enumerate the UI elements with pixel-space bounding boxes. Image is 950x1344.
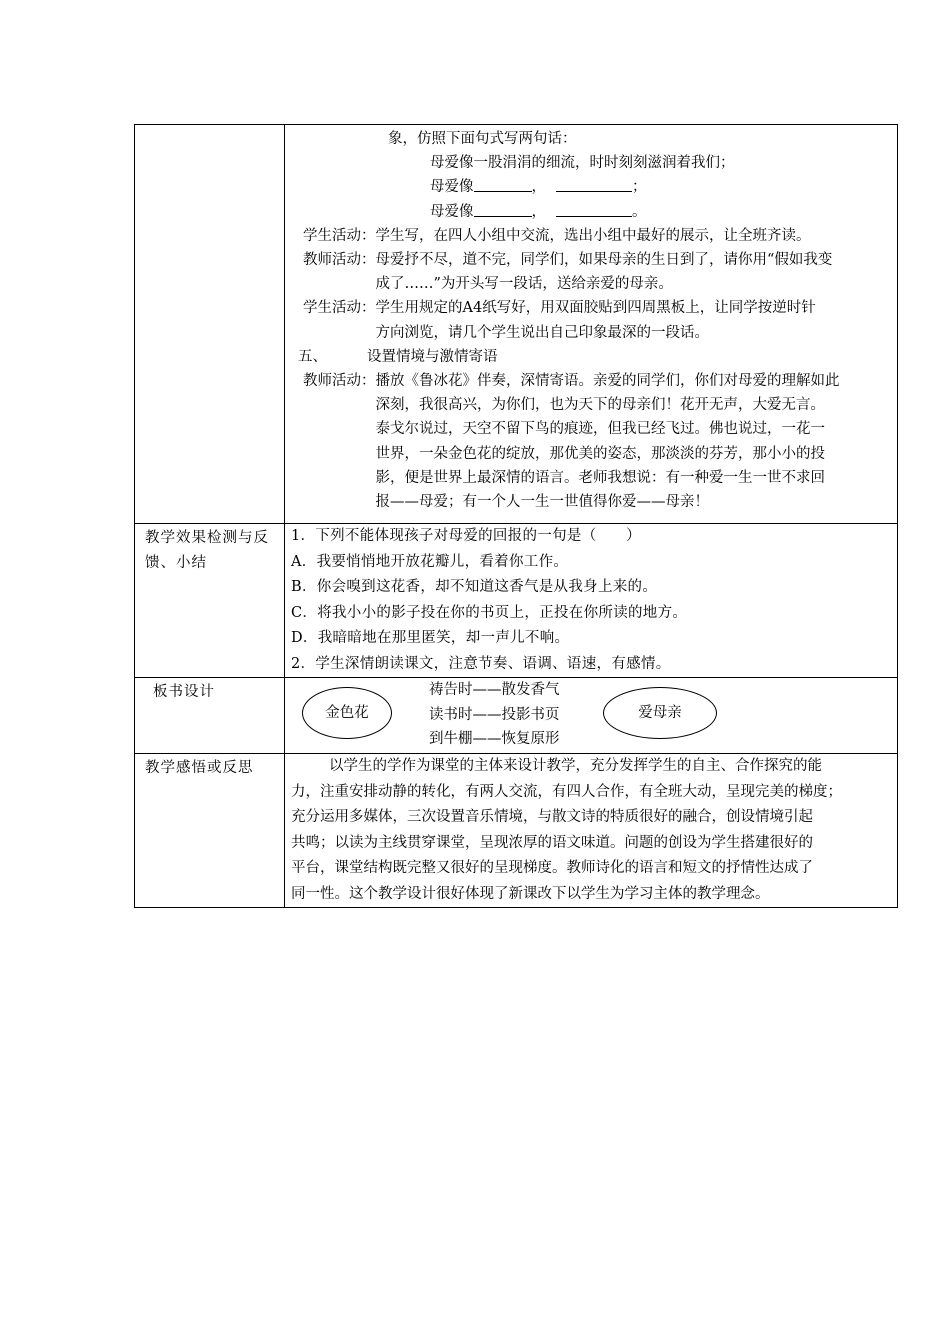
board-line: 读书时——投影书页 [429,706,560,723]
fill-blank-line: 母爱像 ， ； [285,175,897,199]
oval-golden-flower: 金色花 [302,687,392,739]
board-line: 到牛棚——恢复原形 [429,731,560,747]
student-activity-1: 学生活动：学生写，在四人小组中交流，选出小组中最好的展示，让全班齐读。 [303,227,811,244]
row1-content-cell [285,125,898,524]
row-label: 教学感悟或反思 [145,760,254,776]
answer-blank [556,176,632,192]
reflection-line: 平台，课堂结构既完整又很好的呈现梯度。教师诗化的语言和短文的抒情性达成了 [291,860,813,876]
section-heading-5: 五、 设置情境与激情寄语 [298,348,498,365]
teacher-activity-1: 教师活动： 母爱抒不尽，道不完，同学们，如果母亲的生日到了，请你用“假如我变 成了……”为开头写一段话，送给亲爱的母亲。 [303,252,833,293]
row2-label-cell [135,524,285,678]
option-b: B．你会嗅到这花香，却不知道这香气是从我身上来的。 [291,579,658,595]
row2-content-cell [285,524,898,678]
row3-content-cell [285,678,898,754]
row4-label-cell [135,754,285,908]
answer-blank [556,201,632,217]
reflection-line: 力，注重安排动静的转化，有两人交流，有四人合作，有全班大动，呈现完美的梯度； [291,783,842,800]
row-blackboard-design [135,678,898,754]
option-d: D．我暗暗地在那里匿笑，却一声儿不响。 [291,630,570,646]
row-label: 板书设计 [153,684,215,700]
row4-content-cell [285,754,898,908]
lesson-plan-table [134,124,898,908]
row-assessment [135,524,898,678]
row-label: 教学效果检测与反馈、小结 [145,530,269,571]
question-2: 2．学生深情朗读课文，注意节奏、语调、语速，有感情。 [291,655,671,672]
text-line: 象，仿照下面句式写两句话： [388,131,577,147]
row3-label-cell [135,678,285,754]
answer-blank [474,176,532,192]
teacher-activity-2: 教师活动： 播放《鲁冰花》伴奏，深情寄语。亲爱的同学们，你们对母爱的理解如此 深刻，我很高兴，为你们，也为天下的母亲们！花开无声，大爱无言。 泰戈尔说过，天空不留下鸟的痕迹，但我已经飞过。佛也说过，一花一 世界，一朵金色花的绽放，那优美的姿态，那淡淡的芬芳，那小小的投 影，便是世界上最深情的语言。老师我想说：有一种爱一生一世不求回 报——母爱；有一个人一生一世值得你爱——母亲！ [303,373,840,511]
oval-love-mother: 爱母亲 [603,687,717,739]
question-1: 1．下列不能体现孩子对母爱的回报的一句是（ ） [291,528,641,544]
fill-blank-line: 母爱像 ， 。 [285,200,897,224]
row-reflection [135,754,898,908]
board-lines [429,678,560,752]
reflection-line: 同一性。这个教学设计很好体现了新课改下以学生为学习主体的教学理念。 [291,885,770,902]
row-teaching-process [135,125,898,524]
student-activity-2: 学生活动： 学生用规定的A4纸写好，用双面胶贴到四周黑板上，让同学按逆时针 方向浏览，请几个学生说出自己印象最深的一段话。 [303,300,816,341]
reflection-line: 以学生的学作为课堂的主体来设计教学，充分发挥学生的自主、合作探究的能 [329,758,822,774]
reflection-line: 共鸣；以读为主线贯穿课堂，呈现浓厚的语文味道。问题的创设为学生搭建很好的 [291,834,813,851]
option-a: A．我要悄悄地开放花瓣儿，看着你工作。 [291,553,569,570]
board-line: 祷告时——散发香气 [429,682,560,698]
answer-blank [474,201,532,217]
option-c: C．将我小小的影子投在你的书页上，正投在你所读的地方。 [291,604,688,621]
reflection-line: 充分运用多媒体，三次设置音乐情境，与散文诗的特质很好的融合，创设情境引起 [291,809,813,825]
row1-label-cell [135,125,285,524]
text-line: 母爱像一股涓涓的细流，时时刻刻滋润着我们； [430,155,735,172]
